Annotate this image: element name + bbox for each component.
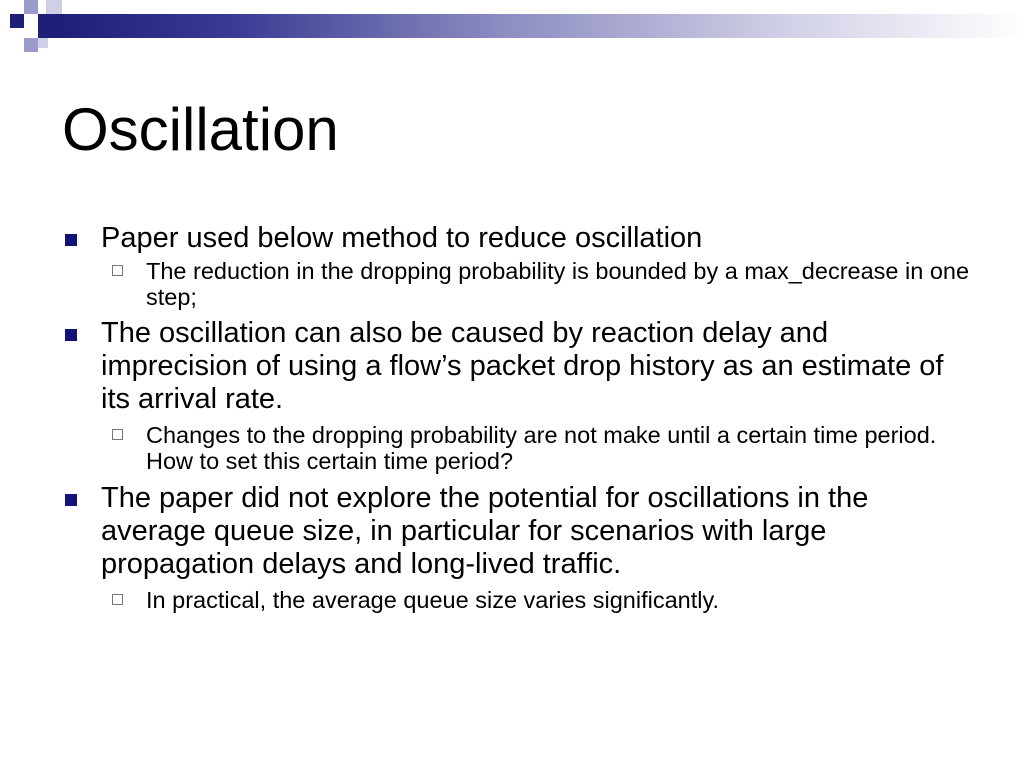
deco-square-icon: [24, 0, 38, 14]
sub-bullet-text: In practical, the average queue size varies significantly.: [146, 587, 720, 613]
deco-square-icon: [24, 38, 38, 52]
sub-bullet-item: [62, 258, 972, 310]
deco-square-icon: [38, 38, 48, 48]
hollow-square-bullet-icon: [112, 594, 123, 605]
filled-square-bullet-icon: [65, 329, 77, 341]
hollow-square-bullet-icon: [112, 265, 123, 276]
filled-square-bullet-icon: [65, 234, 77, 246]
header-decoration: [0, 0, 1024, 64]
deco-square-icon: [38, 14, 62, 38]
bullet-item: [62, 317, 972, 416]
bullet-text: The oscillation can also be caused by reaction delay and imprecision of using a flow’s packet drop history as an estimate of its arrival rate.: [101, 317, 944, 415]
slide-title: Oscillation: [62, 96, 339, 163]
sub-bullet-item: [62, 587, 972, 613]
bullet-text: The paper did not explore the potential for oscillations in the average queue size, in particular for scenarios with large propagation delays and long-lived traffic.: [101, 482, 869, 580]
bullet-text: Paper used below method to reduce oscillation: [101, 222, 703, 254]
deco-square-icon: [10, 14, 24, 28]
header-gradient-bar: [62, 14, 1024, 38]
deco-square-icon: [46, 0, 62, 14]
sub-bullet-text: Changes to the dropping probability are not make until a certain time period. How to set this certain time period?: [146, 422, 937, 474]
sub-bullet-text: The reduction in the dropping probability is bounded by a max_decrease in one step;: [146, 258, 970, 310]
slide-content: [62, 222, 972, 613]
hollow-square-bullet-icon: [112, 429, 123, 440]
filled-square-bullet-icon: [65, 494, 77, 506]
bullet-item: [62, 222, 972, 255]
sub-bullet-item: [62, 422, 972, 474]
bullet-item: [62, 482, 972, 581]
